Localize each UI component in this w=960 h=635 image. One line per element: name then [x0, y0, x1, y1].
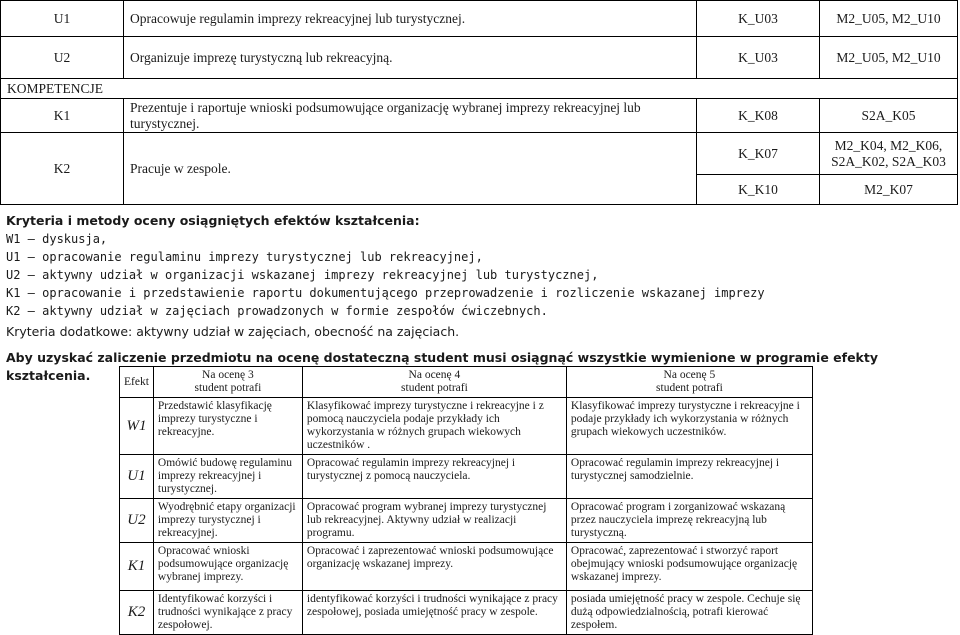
- grade5-cell: Opracować, zaprezentować i stworzyć raport obejmujący wnioski podsumowujące organizację wskazanej imprezy.: [566, 543, 812, 591]
- grade4-cell: Opracować program wybranej imprezy turystycznej lub rekreacyjnej. Aktywny udział w realizacji programu.: [302, 499, 566, 543]
- area-effect-ref: S2A_K05: [820, 99, 958, 133]
- grade4-header-sub: student potrafi: [401, 382, 468, 394]
- criteria-line: W1 – dyskusja,: [6, 232, 108, 246]
- grade5-cell: Opracować program i zorganizować wskazaną przez nauczyciela imprezę rekreacyjną lub turystyczną.: [566, 499, 812, 543]
- table-row: [120, 499, 813, 543]
- grade3-cell: Przedstawić klasyfikację imprezy turystyczne i rekreacyjne.: [153, 398, 302, 455]
- grade3-cell: Omówić budowę regulaminu imprezy rekreacyjnej i turystycznej.: [153, 455, 302, 499]
- outcome-code: U2: [1, 37, 124, 79]
- effect-header: Efekt: [120, 367, 154, 398]
- area-effect-ref: M2_K07: [820, 175, 958, 205]
- direction-effect-ref: K_K08: [697, 99, 820, 133]
- table-row: [1, 133, 958, 175]
- grade5-header-sub: student potrafi: [656, 382, 723, 394]
- effect-code: K2: [120, 591, 154, 635]
- table-row: [1, 79, 958, 99]
- direction-effect-ref: K_U03: [697, 37, 820, 79]
- grading-table: [119, 366, 813, 635]
- outcome-description: Opracowuje regulamin imprezy rekreacyjnej lub turystycznej.: [124, 1, 697, 37]
- area-effect-ref: M2_U05, M2_U10: [820, 37, 958, 79]
- grade4-header: [302, 367, 566, 398]
- competence-code: K2: [1, 133, 124, 205]
- grade4-cell: Klasyfikować imprezy turystyczne i rekreacyjne i z pomocą nauczyciela podaje przykłady ich wykorzystania w różnych grupach wiekowych uczestników .: [302, 398, 566, 455]
- grade3-header-title: Na ocenę 3: [202, 369, 254, 381]
- table-row: [120, 543, 813, 591]
- grade3-cell: Identyfikować korzyści i trudności wynikające z pracy zespołowej.: [153, 591, 302, 635]
- direction-effect-ref: K_U03: [697, 1, 820, 37]
- competence-description: Prezentuje i raportuje wnioski podsumowujące organizację wybranej imprezy rekreacyjnej lub turystycznej.: [124, 99, 697, 133]
- competence-code: K1: [1, 99, 124, 133]
- table-row: [1, 37, 958, 79]
- area-effect-ref: M2_U05, M2_U10: [820, 1, 958, 37]
- grade4-header-title: Na ocenę 4: [408, 369, 461, 381]
- additional-criteria: Kryteria dodatkowe: aktywny udział w zajęciach, obecność na zajęciach.: [6, 324, 460, 339]
- competence-description: Pracuje w zespole.: [124, 133, 697, 205]
- effect-code: U1: [120, 455, 154, 499]
- criteria-line: K2 – aktywny udział w zajęciach prowadzonych w formie zespołów ćwiczebnych.: [6, 304, 548, 318]
- area-effect-ref-line: M2_K04, M2_K06,: [834, 137, 943, 153]
- grade3-cell: Opracować wnioski podsumowujące organizację wybranej imprezy.: [153, 543, 302, 591]
- direction-effect-ref: K_K07: [697, 133, 820, 175]
- table-row: [120, 455, 813, 499]
- grade4-cell: Opracować regulamin imprezy rekreacyjnej i turystycznej z pomocą nauczyciela.: [302, 455, 566, 499]
- effect-code: W1: [120, 398, 154, 455]
- criteria-line: U1 – opracowanie regulaminu imprezy turystycznej lub rekreacyjnej,: [6, 250, 483, 264]
- grade5-cell: Klasyfikować imprezy turystyczne i rekreacyjne i podaje przykłady ich wykorzystania w różnych grupach wiekowych uczestników.: [566, 398, 812, 455]
- effect-code: U2: [120, 499, 154, 543]
- learning-outcomes-table: [0, 0, 958, 205]
- grade3-cell: Wyodrębnić etapy organizacji imprezy turystycznej i rekreacyjnej.: [153, 499, 302, 543]
- competence-section-header: KOMPETENCJE: [1, 79, 958, 99]
- criteria-line: K1 – opracowanie i przedstawienie raportu dokumentującego przeprowadzenie i rozliczenie wskazanej imprezy: [6, 286, 765, 300]
- outcome-description: Organizuje imprezę turystyczną lub rekreacyjną.: [124, 37, 697, 79]
- pass-requirement: Aby uzyskać zaliczenie przedmiotu na ocenę dostateczną student musi osiągnąć wszystkie wymienione w programie efekty kształcenia.: [6, 350, 878, 383]
- table-row: [1, 1, 958, 37]
- grade5-cell: Opracować regulamin imprezy rekreacyjnej i turystycznej samodzielnie.: [566, 455, 812, 499]
- outcome-code: U1: [1, 1, 124, 37]
- grading-header-row: [120, 367, 813, 398]
- assessment-criteria: [6, 212, 946, 385]
- effect-code: K1: [120, 543, 154, 591]
- grade5-cell: posiada umiejętność pracy w zespole. Cechuje się dużą odpowiedzialnością, potrafi kierować zespołem.: [566, 591, 812, 635]
- grade3-header: [153, 367, 302, 398]
- criteria-line: U2 – aktywny udział w organizacji wskazanej imprezy rekreacyjnej lub turystycznej,: [6, 268, 599, 282]
- grade4-cell: identyfikować korzyści i trudności wynikające z pracy zespołowej, posiada umiejętność pracy w zespole.: [302, 591, 566, 635]
- grade5-header: [566, 367, 812, 398]
- table-row: [120, 398, 813, 455]
- table-row: [1, 99, 958, 133]
- direction-effect-ref: K_K10: [697, 175, 820, 205]
- grade4-cell: Opracować i zaprezentować wnioski podsumowujące organizację wskazanej imprezy.: [302, 543, 566, 591]
- area-effect-ref-line: S2A_K02, S2A_K03: [831, 153, 946, 169]
- area-effect-ref: [820, 133, 958, 175]
- criteria-heading: Kryteria i metody oceny osiągniętych efektów kształcenia:: [6, 213, 420, 228]
- grade3-header-sub: student potrafi: [194, 382, 262, 394]
- grade5-header-title: Na ocenę 5: [663, 369, 716, 381]
